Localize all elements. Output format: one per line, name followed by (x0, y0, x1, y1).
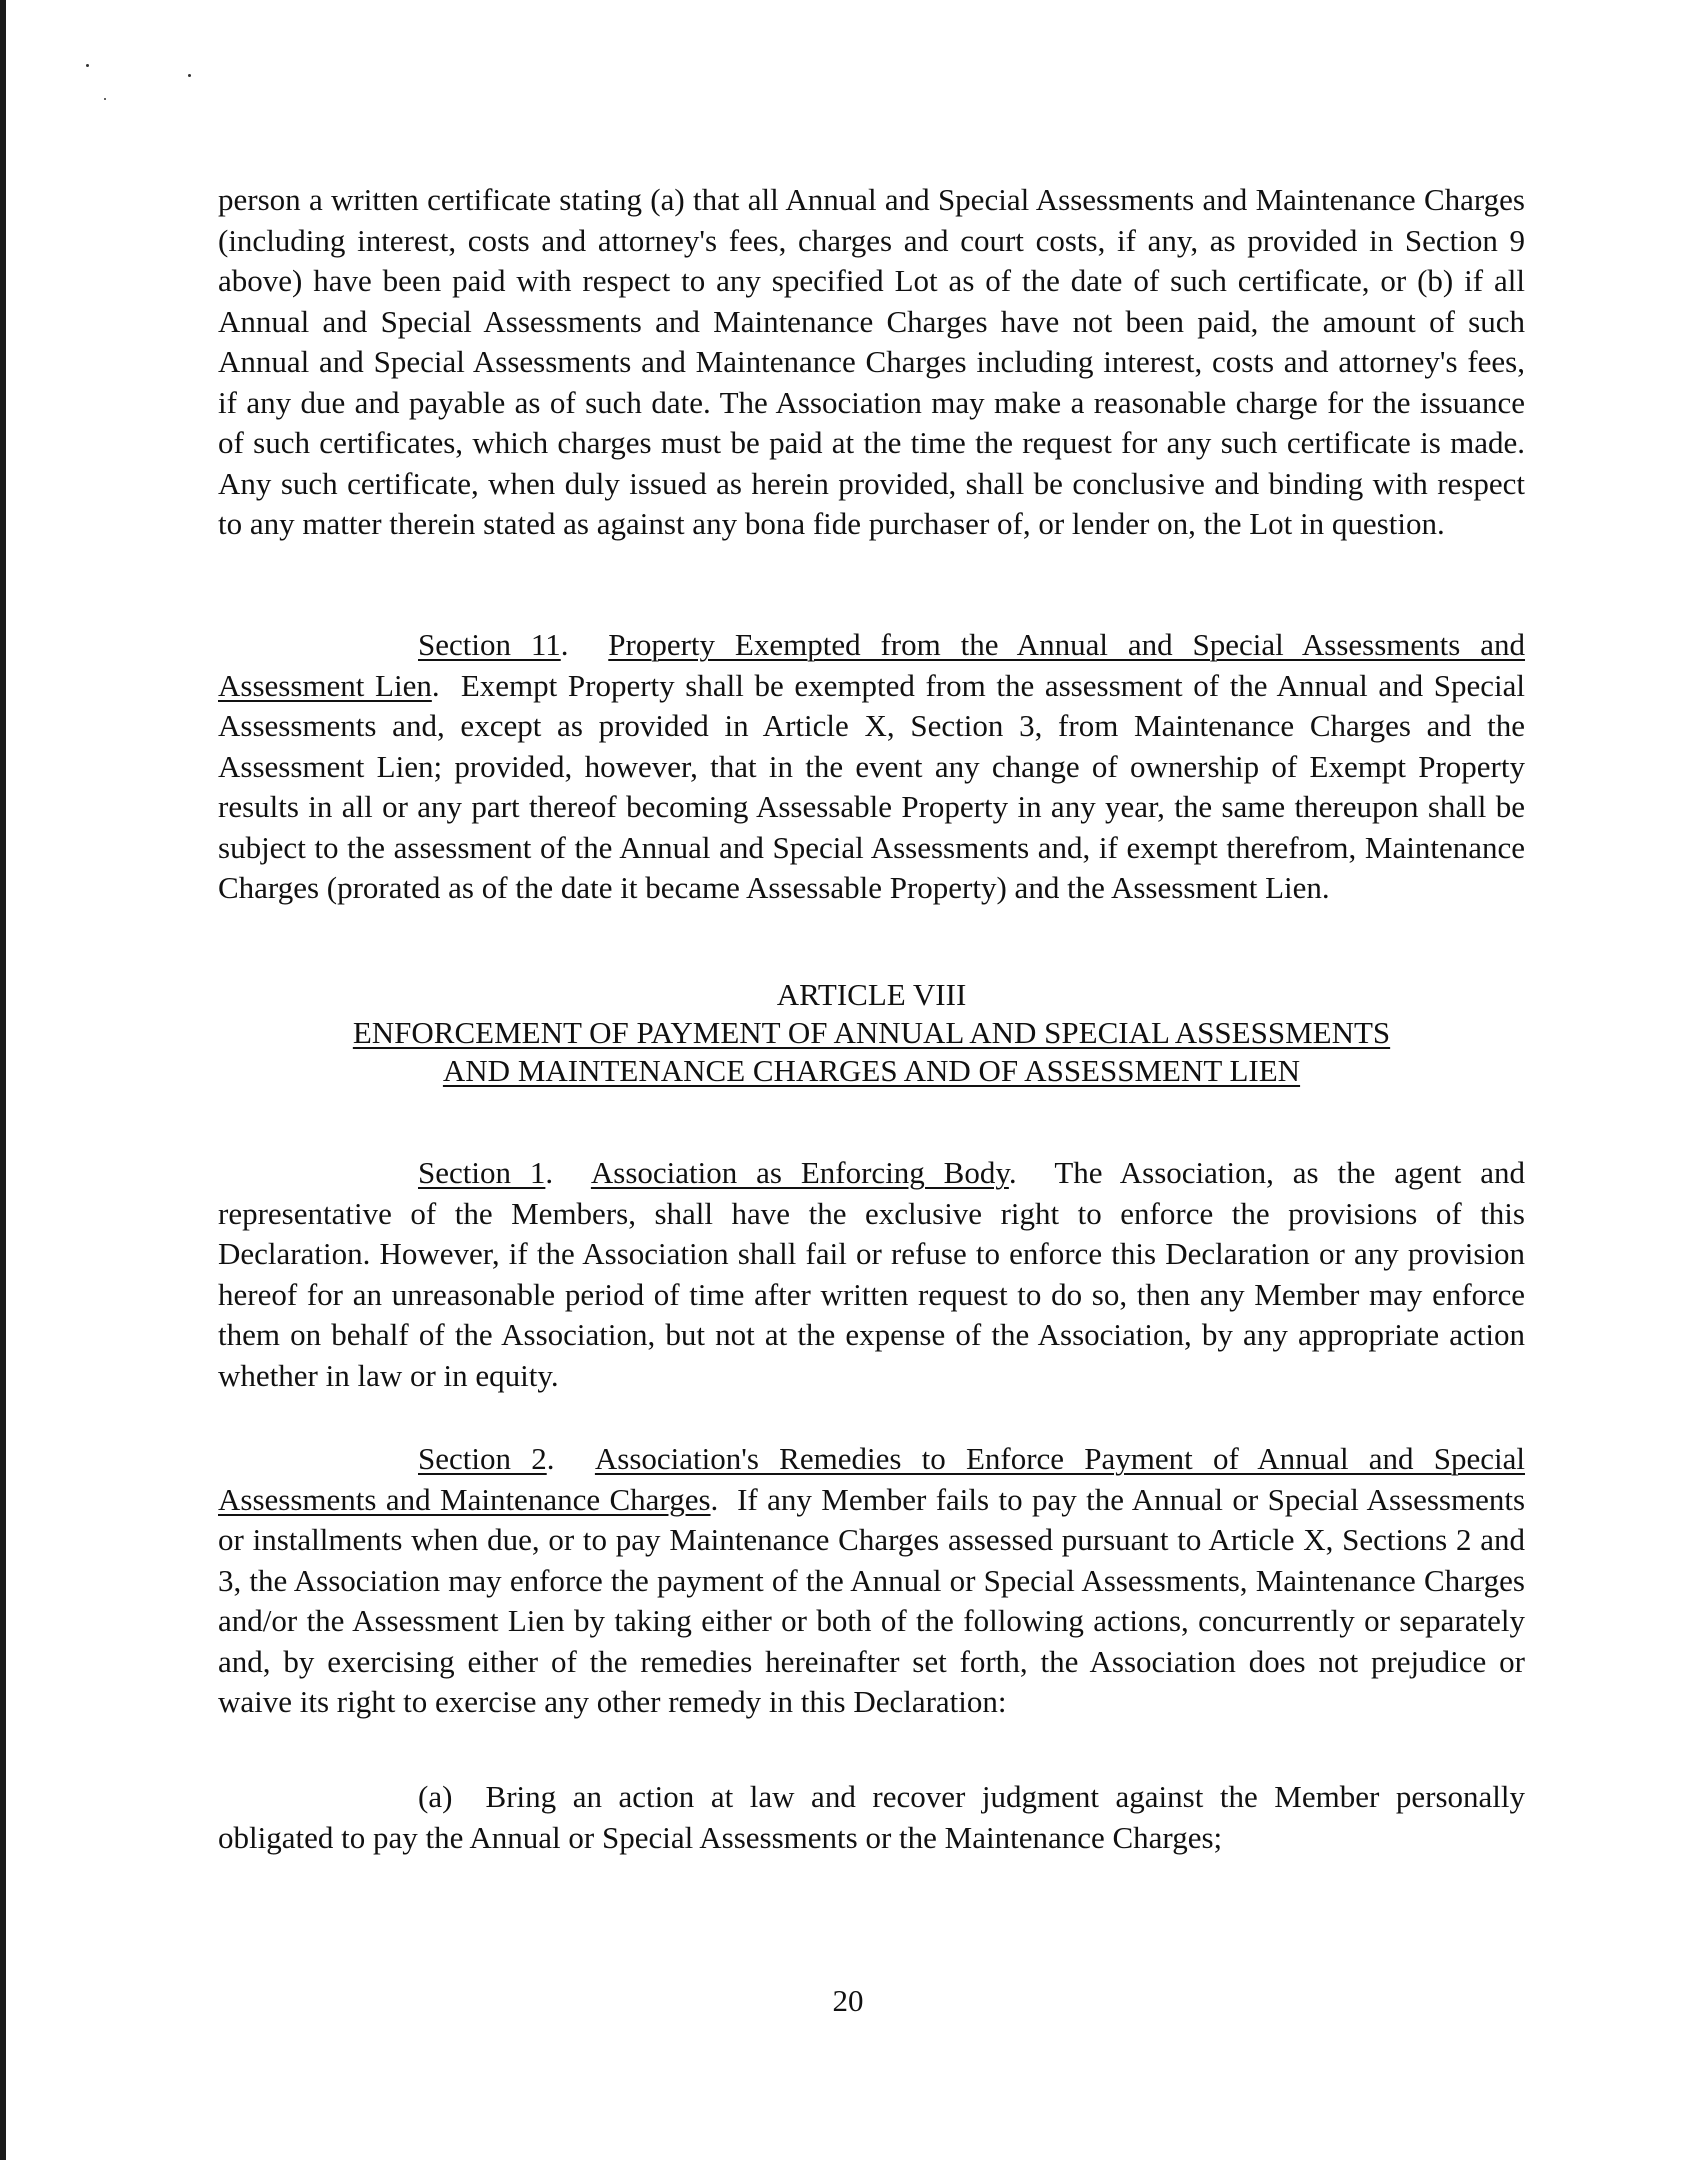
item-a-paragraph (218, 1777, 1525, 1858)
article-number: ARTICLE VIII (776, 977, 967, 1012)
section-label: Section 11 (418, 627, 561, 662)
continuation-paragraph (218, 180, 1525, 545)
section-body: The Association, as the agent and representative of the Members, shall have the exclusive right to enforce the provisions of this Declaration. However, if the Association shall fail or refuse to enforce this Declaration or any provision hereof for an unreasonable period of time after written request to do so, then any Member may enforce them on behalf of the Association, but not at the expense of the Association, by any appropriate action whether in law or in equity. (218, 1155, 1525, 1393)
scan-speck (86, 64, 89, 67)
scan-edge (0, 0, 6, 2160)
section-title: Property Exempted from the Annual and Special Assessments and Assessment Lien (218, 627, 1526, 703)
scan-speck (188, 74, 191, 77)
section-title: Association's Remedies to Enforce Payment of Annual and Special Assessments and Maintenance Charges (218, 1441, 1525, 1517)
item-body: Bring an action at law and recover judgment against the Member personally obligated to pay the Annual or Special Assessments or the Maintenance Charges; (218, 1779, 1526, 1855)
paragraph-text: person a written certificate stating (a) that all Annual and Special Assessments and Maintenance Charges (including interest, costs and attorney's fees, charges and court costs, if any, as provided in Section 9 above) have been paid with respect to any specified Lot as of the date of such certificate, or (b) if all Annual and Special Assessments and Maintenance Charges have not been paid, the amount of such Annual and Special Assessments and Maintenance Charges including interest, costs and attorney's fees, if any due and payable as of such date. The Association may make a reasonable charge for the issuance of such certificates, which charges must be paid at the time the request for any such certificate is made. Any such certificate, when duly issued as herein provided, shall be conclusive and binding with respect to any matter therein stated as against any bona fide purchaser of, or lender on, the Lot in question. (218, 182, 1525, 541)
section-2-paragraph: Section 2. Association's Remedies to Enforce Payment of Annual and Special Assessments and Maintenance Charges. If any Member fails to pay the Annual or Special Assessments or installments when due, or to pay Maintenance Charges assessed pursuant to Article X, Sections 2 and 3, the Association may enforce the payment of the Annual or Special Assessments, Maintenance Charges and/or the Assessment Lien by taking either or both of the following actions, concurrently or separately and, by exercising either of the remedies hereinafter set forth, the Association does not prejudice or waive its right to exercise any other remedy in this Declaration: (218, 1441, 1526, 1719)
section-body: If any Member fails to pay the Annual or Special Assessments or installments when due, or to pay Maintenance Charges assessed pursuant to Article X, Sections 2 and 3, the Association may enforce the payment of the Annual or Special Assessments, Maintenance Charges and/or the Assessment Lien by taking either or both of the following actions, concurrently or separately and, by exercising either of the remedies hereinafter set forth, the Association does not prejudice or waive its right to exercise any other remedy in this Declaration: (218, 1481, 1526, 1719)
section-label: Section 1 (418, 1155, 546, 1190)
item-label: (a) (418, 1779, 453, 1814)
section-11-paragraph: Section 11. Property Exempted from the Annual and Special Assessments and Assessment Lien. Exempt Property shall be exempted from the assessment of the Annual and Special Assessments and, except as provided in Article X, Section 3, from Maintenance Charges and the Assessment Lien; provided, however, that in the event any change of ownership of Exempt Property results in all or any part thereof becoming Assessable Property in any year, the same thereupon shall be subject to the assessment of the Annual and Special Assessments and, if exempt therefrom, Maintenance Charges (prorated as of the date it became Assessable Property) and the Assessment Lien. (218, 627, 1526, 905)
article-heading (218, 976, 1525, 1090)
section-1-paragraph: Section 1. Association as Enforcing Body. The Association, as the agent and representative of the Members, shall have the exclusive right to enforce the provisions of this Declaration. However, if the Association shall fail or refuse to enforce this Declaration or any provision hereof for an unreasonable period of time after written request to do so, then any Member may enforce them on behalf of the Association, but not at the expense of the Association, by any appropriate action whether in law or in equity. (218, 1155, 1525, 1393)
section-title: Association as Enforcing Body (590, 1155, 1009, 1190)
section-label: Section 2 (418, 1441, 547, 1476)
section-body: Exempt Property shall be exempted from the assessment of the Annual and Special Assessments and, except as provided in Article X, Section 3, from Maintenance Charges and the Assessment Lien; provided, however, that in the event any change of ownership of Exempt Property results in all or any part thereof becoming Assessable Property in any year, the same thereupon shall be subject to the assessment of the Annual and Special Assessments and, if exempt therefrom, Maintenance Charges (prorated as of the date it became Assessable Property) and the Assessment Lien. (218, 667, 1525, 905)
scan-speck (104, 98, 106, 100)
page-number: 20 (832, 1983, 864, 2018)
article-title-line-1: ENFORCEMENT OF PAYMENT OF ANNUAL AND SPECIAL ASSESSMENTS (352, 1015, 1391, 1050)
article-title-line-2: AND MAINTENANCE CHARGES AND OF ASSESSMENT LIEN (442, 1053, 1301, 1088)
